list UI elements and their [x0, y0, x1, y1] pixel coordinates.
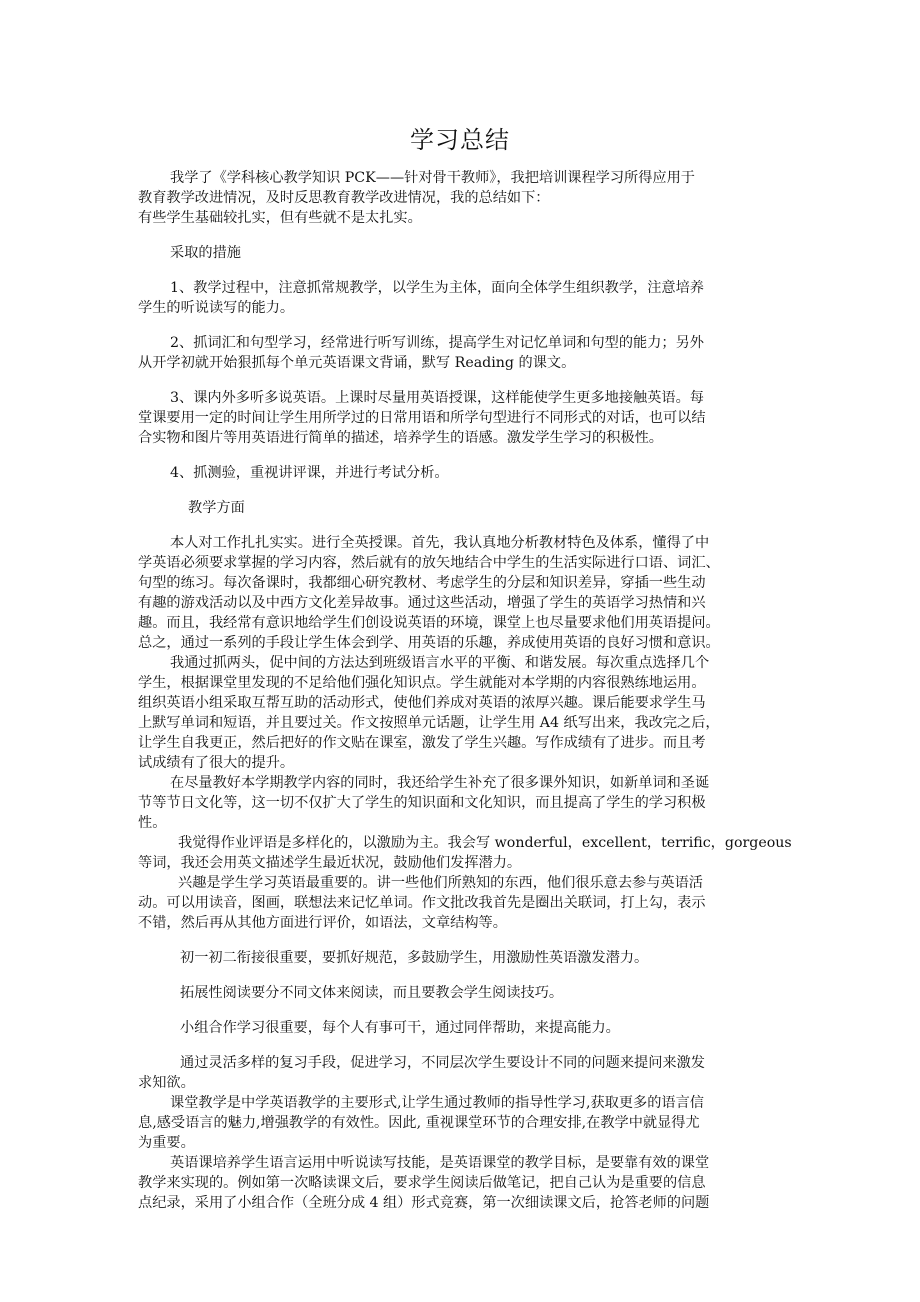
text-line: 在尽量教好本学期教学内容的同时，我还给学生补充了很多课外知识，如新单词和圣诞 [170, 775, 710, 791]
text-line: 我觉得作业评语是多样化的，以激励为主。我会写 wonderful，excellent，terrific，gorgeous [178, 835, 792, 851]
text-line: 等词，我还会用英文描述学生最近状况，鼓励他们发挥潜力。 [138, 855, 522, 871]
text-line: 英语课培养学生语言运用中听说读写技能，是英语课堂的教学目标，是要靠有效的课堂 [170, 1155, 710, 1171]
text-line: 小组合作学习很重要，每个人有事可干，通过同伴帮助，来提高能力。 [180, 1020, 620, 1036]
text-line: 1、教学过程中，注意抓常规教学，以学生为主体，面向全体学生组织教学，注意培养 [170, 280, 704, 296]
text-line: 有些学生基础较扎实，但有些就不是太扎实。 [138, 210, 422, 226]
text-line: 采取的措施 [170, 245, 241, 261]
text-line: 初一初二衔接很重要，要抓好规范，多鼓励学生，用激励性英语激发潜力。 [180, 950, 649, 966]
text-line: 趣。而且，我经常有意识地给学生们创设说英语的环境，课堂上也尽量要求他们用英语提问。 [138, 615, 720, 631]
text-line: 让学生自我更正，然后把好的作文贴在课室，激发了学生兴趣。写作成绩有了进步。而且考 [138, 735, 706, 751]
text-line: 点纪录，采用了小组合作（全班分成 4 组）形式竞赛，第一次细读课文后，抢答老师的问题 [138, 1195, 710, 1211]
text-line: 从开学初就开始狠抓每个单元英语课文背诵，默写 Reading 的课文。 [138, 355, 576, 371]
text-line: 我学了《学科核心教学知识 PCK——针对骨干教师》，我把培训课程学习所得应用于 [170, 170, 695, 186]
text-line: 动。可以用读音，图画，联想法来记忆单词。作文批改我首先是圈出关联词，打上勾，表示 [138, 895, 706, 911]
text-line: 4、抓测验，重视讲评课，并进行考试分析。 [170, 465, 449, 481]
text-line: 句型的练习。每次备课时，我都细心研究教材、考虑学生的分层和知识差异，穿插一些生动 [138, 575, 706, 591]
text-line: 试成绩有了很大的提升。 [138, 755, 295, 771]
text-line: 为重要。 [138, 1135, 195, 1151]
text-line: 学英语必须要求掌握的学习内容，然后就有的放矢地结合中学生的生活实际进行口语、词汇、 [138, 555, 720, 571]
text-line: 总之，通过一系列的手段让学生体会到学、用英语的乐趣，养成使用英语的良好习惯和意识。 [138, 635, 720, 651]
text-line: 性。 [138, 815, 167, 831]
text-line: 学生，根据课堂里发现的不足给他们强化知识点。学生就能对本学期的内容很熟练地运用。 [138, 675, 706, 691]
text-line: 通过灵活多样的复习手段，促进学习，不同层次学生要设计不同的问题来提问来激发 [180, 1055, 705, 1071]
text-line: 教学方面 [188, 500, 245, 516]
text-line: 息,感受语言的魅力,增强教学的有效性。因此, 重视课堂环节的合理安排,在教学中就显得尤 [138, 1115, 700, 1131]
text-line: 教学来实现的。例如第一次略读课文后，要求学生阅读后做笔记，把自己认为是重要的信息 [138, 1175, 706, 1191]
text-line: 合实物和图片等用英语进行简单的描述，培养学生的语感。激发学生学习的积极性。 [138, 430, 663, 446]
text-line: 本人对工作扎扎实实。进行全英授课。首先，我认真地分析教材特色及体系，懂得了中 [170, 535, 710, 551]
text-line: 课堂教学是中学英语教学的主要形式,让学生通过教师的指导性学习,获取更多的语言信 [170, 1095, 704, 1111]
text-line: 我通过抓两头，促中间的方法达到班级语言水平的平衡、和谐发展。每次重点选择几个 [170, 655, 710, 671]
text-line: 兴趣是学生学习英语最重要的。讲一些他们所熟知的东西，他们很乐意去参与英语活 [178, 875, 703, 891]
text-line: 求知欲。 [138, 1075, 195, 1091]
text-line: 上默写单词和短语，并且要过关。作文按照单元话题，让学生用 A4 纸写出来，我改完之后， [138, 715, 720, 731]
text-line: 学生的听说读写的能力。 [138, 300, 295, 316]
text-line: 2、抓词汇和句型学习，经常进行听写训练，提高学生对记忆单词和句型的能力；另外 [170, 335, 704, 351]
text-line: 堂课要用一定的时间让学生用所学过的日常用语和所学句型进行不同形式的对话，也可以结 [138, 410, 706, 426]
text-line: 教育教学改进情况，及时反思教育教学改进情况，我的总结如下： [138, 190, 550, 206]
text-line: 不错，然后再从其他方面进行评价，如语法，文章结构等。 [138, 915, 507, 931]
document-title: 学习总结 [410, 126, 510, 154]
text-line: 组织英语小组采取互帮互助的活动形式，使他们养成对英语的浓厚兴趣。课后能要求学生马 [138, 695, 706, 711]
text-line: 节等节日文化等，这一切不仅扩大了学生的知识面和文化知识，而且提高了学生的学习积极 [138, 795, 706, 811]
text-line: 3、课内外多听多说英语。上课时尽量用英语授课，这样能使学生更多地接触英语。每 [170, 390, 704, 406]
text-line: 有趣的游戏活动以及中西方文化差异故事。通过这些活动，增强了学生的英语学习热情和兴 [138, 595, 706, 611]
text-line: 拓展性阅读要分不同文体来阅读，而且要教会学生阅读技巧。 [180, 985, 564, 1001]
